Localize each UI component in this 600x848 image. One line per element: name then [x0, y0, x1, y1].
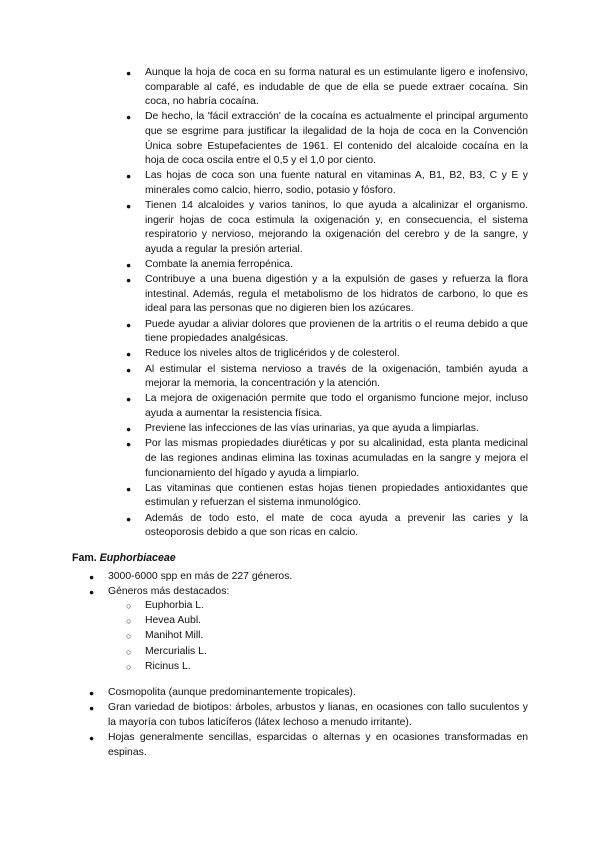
list-item: ● Previene las infecciones de las vías urinarias, ya que ayuda a limpiarlas. — [145, 422, 528, 437]
genus-item: ○ Manihot Mill. — [145, 629, 445, 644]
list-item: ● De hecho, la 'fácil extracción' de la cocaína es actualmente el principal argumento que se esgrime para justificar la ilegalidad de la hoja de coca en la Convención Única sobre Estupefacientes de 1961. El contenido del alcaloide cocaína en la hoja de coca oscila entre el 0,5 y el 1,0 por ciento. — [145, 110, 528, 168]
list-item: ● Además de todo esto, el mate de coca ayuda a prevenir las caries y la osteoporosis debido a que son ricas en calcio. — [145, 512, 528, 541]
list-item: ● Gran variedad de biotipos: árboles, arbustos y lianas, en ocasiones con tallo suculentos y la mayoría con tubos laticíferos (látex lechoso a menudo irritante). — [108, 701, 528, 730]
list-item: ● Géneros más destacados: — [108, 585, 528, 600]
list-item: ● Aunque la hoja de coca en su forma natural es un estimulante ligero e inofensivo, comparable al café, es indudable de que de ella se puede extraer cocaína. Sin coca, no habría cocaína. — [145, 66, 528, 110]
list-item: ● Puede ayudar a aliviar dolores que provienen de la artritis o el reuma debido a que tiene propiedades analgésicas. — [145, 318, 528, 347]
list-item: ● 3000-6000 spp en más de 227 géneros. — [108, 570, 528, 585]
list-item: ● Reduce los niveles altos de triglicéridos y de colesterol. — [145, 347, 528, 362]
list-item: ● Tienen 14 alcaloides y varios taninos, lo que ayuda a alcalinizar el organismo. ingerir hojas de coca estimula la oxigenación y, en consecuencia, el sistema respiratorio y nervioso, mejorando la oxigenación del cerebro y de la sangre, y ayuda a regular la presión arterial. — [145, 199, 528, 257]
list-item: ● Hojas generalmente sencillas, esparcidas o alternas y en ocasiones transformadas en espinas. — [108, 731, 528, 760]
list-item: ● Contribuye a una buena digestión y a la expulsión de gases y refuerza la flora intestinal. Además, regula el metabolismo de los hidratos de carbono, lo que es ideal para las personas que no digieren bien los azúcares. — [145, 273, 528, 317]
genus-item: ○ Ricinus L. — [145, 660, 445, 675]
heading-prefix: Fam. — [72, 552, 100, 564]
genus-item: ○ Euphorbia L. — [145, 599, 445, 614]
list-item: ● Al estimular el sistema nervioso a través de la oxigenación, también ayuda a mejorar la memoria, la concentración y la atención. — [145, 363, 528, 392]
list-item: ● Por las mismas propiedades diuréticas y por su alcalinidad, esta planta medicinal de las regiones andinas elimina las toxinas acumuladas en la sangre y mejora el funcionamiento del hígado y ayuda a limpiarlo. — [145, 437, 528, 481]
list-item: ● Combate la anemia ferropénica. — [145, 258, 528, 273]
list-item: ● La mejora de oxigenación permite que todo el organismo funcione mejor, incluso ayuda a aumentar la resistencia física. — [145, 392, 528, 421]
genus-item: ○ Mercurialis L. — [145, 645, 445, 660]
list-item: ● Las vitaminas que contienen estas hojas tienen propiedades antioxidantes que estimulan y refuerzan el sistema inmunológico. — [145, 482, 528, 511]
section-heading — [72, 551, 176, 566]
genera-list — [145, 599, 445, 675]
coca-properties-list — [145, 66, 528, 541]
family-name: Euphorbiaceae — [99, 552, 176, 564]
family-list — [108, 570, 528, 600]
list-item: ● Cosmopolita (aunque predominantemente tropicales). — [108, 686, 528, 701]
family-characteristics-list — [108, 686, 528, 761]
genus-item: ○ Hevea Aubl. — [145, 614, 445, 629]
list-item: ● Las hojas de coca son una fuente natural en vitaminas A, B1, B2, B3, C y E y minerales como calcio, hierro, sodio, potasio y fósforo. — [145, 169, 528, 198]
